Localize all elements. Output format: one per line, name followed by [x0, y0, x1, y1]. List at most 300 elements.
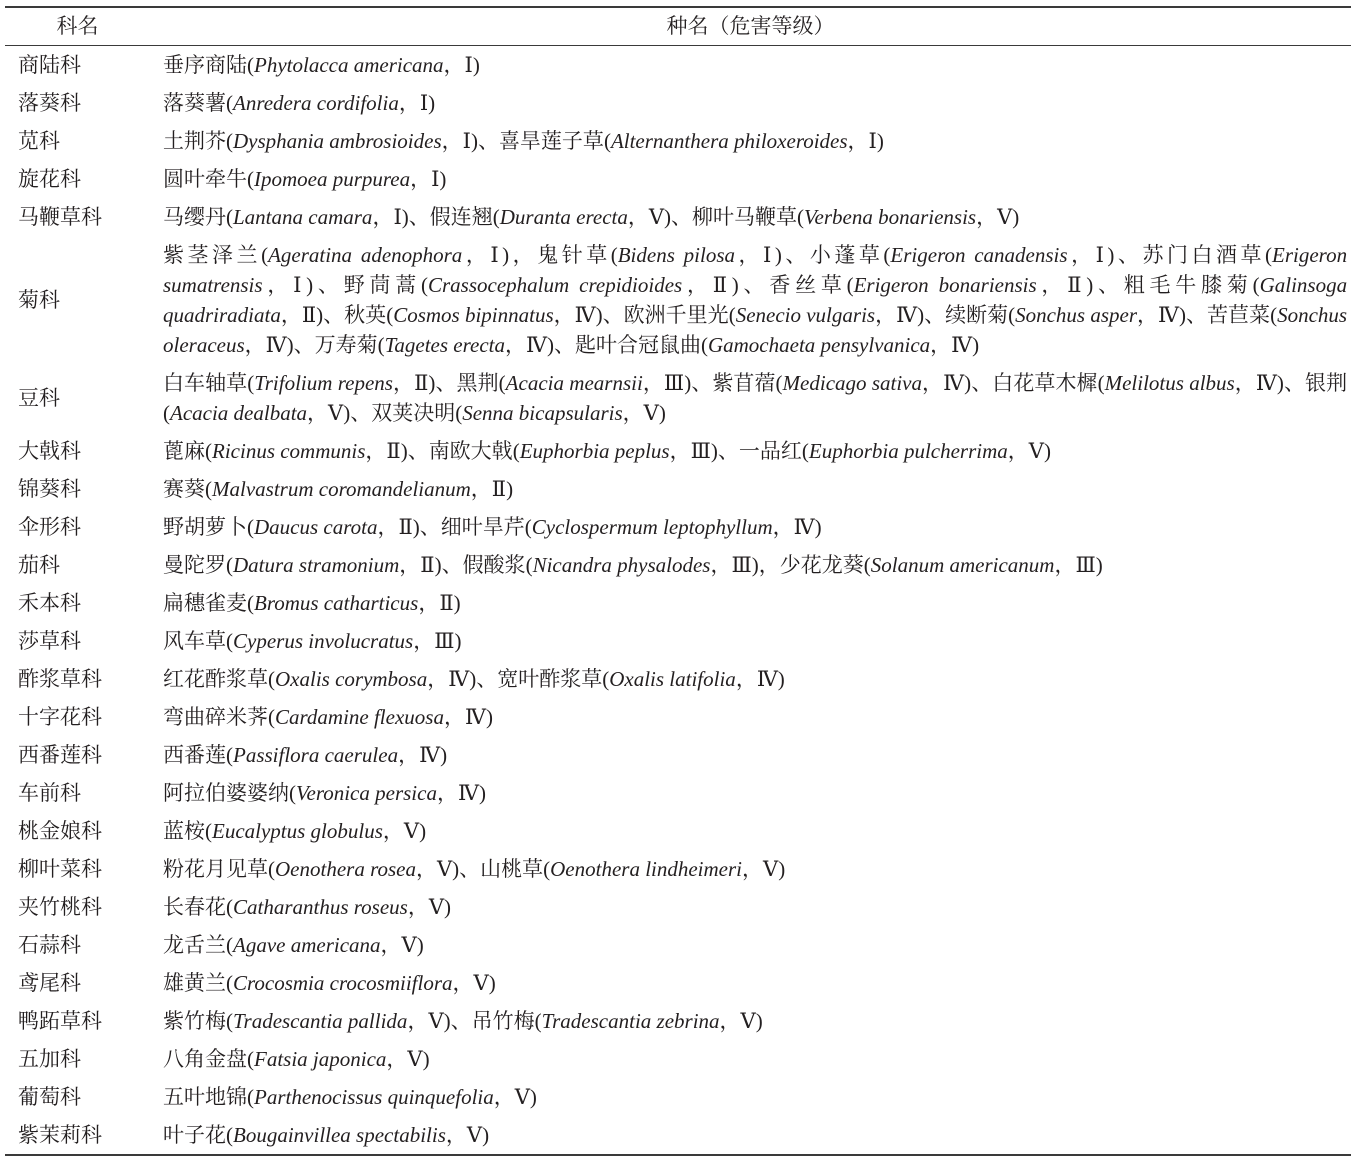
hazard-level: Ⅱ: [420, 553, 435, 577]
level-comma: ，: [262, 273, 294, 297]
common-name: 苦苣菜: [1207, 303, 1271, 327]
paren-close: ): [306, 273, 314, 297]
common-name: 少花龙葵: [779, 553, 864, 577]
level-comma: ，: [307, 401, 329, 425]
common-name: 叶子花: [163, 1123, 226, 1147]
species-cell: [150, 202, 1351, 232]
common-name: 西番莲: [163, 743, 226, 767]
latin-name: Senna bicapsularis: [462, 401, 623, 425]
hazard-level: Ⅳ: [793, 515, 815, 539]
family-cell: [5, 368, 150, 428]
family-cell: [5, 930, 150, 960]
table-row: [5, 964, 1351, 1002]
paren-close: ): [422, 1047, 430, 1071]
latin-name: Oenothera lindheimeri: [550, 857, 743, 881]
level-comma: ，: [445, 1123, 467, 1147]
common-name: 弯曲碎米荠: [163, 705, 268, 729]
hazard-level: Ⅱ: [414, 371, 429, 395]
latin-name: Crassocephalum crepidioides: [427, 273, 683, 297]
header-species: 种名（危害等级）: [666, 14, 835, 38]
common-name: 细叶旱芹: [440, 515, 525, 539]
level-comma: ，: [735, 667, 757, 691]
species-cell: [150, 164, 1351, 194]
common-name: 匙叶合冠鼠曲: [574, 333, 701, 357]
family-name: 石蒜科: [18, 933, 81, 957]
hazard-level: Ⅴ: [473, 971, 489, 995]
paren-close: ): [1086, 273, 1094, 297]
species-entry: [537, 243, 782, 267]
species-entry: [371, 401, 666, 425]
hazard-level: Ⅴ: [403, 819, 420, 843]
species-separator: ，: [758, 553, 780, 577]
paren-open: (: [1270, 303, 1278, 327]
hazard-level: Ⅳ: [1255, 371, 1277, 395]
latin-name: Cosmos bipinnatus: [393, 303, 554, 327]
table-row: [5, 46, 1351, 84]
species-entry: [163, 1009, 451, 1033]
paren-open: (: [420, 273, 428, 297]
common-name: 黑荆: [456, 371, 499, 395]
latin-name: Passiflora caerulea: [233, 743, 399, 767]
paren-close: ): [506, 477, 514, 501]
paren-close: ): [502, 243, 510, 267]
level-comma: ，: [1007, 439, 1029, 463]
paren-close: ): [343, 401, 351, 425]
species-entry: [463, 553, 759, 577]
family-name: 商陆科: [18, 53, 81, 77]
level-comma: ，: [735, 243, 764, 267]
species-entry: [430, 205, 671, 229]
table-row: [5, 926, 1351, 964]
paren-close: ): [1043, 439, 1051, 463]
table-row: [5, 84, 1351, 122]
common-name: 曼陀罗: [163, 553, 226, 577]
latin-name: Euphorbia pulcherrima: [808, 439, 1008, 463]
species-cell: [150, 1006, 1351, 1036]
common-name: 柳叶马鞭草: [692, 205, 798, 229]
paren-open: (: [268, 705, 275, 729]
paren-close: ): [286, 333, 294, 357]
paren-open: (: [247, 591, 254, 615]
table-row: [5, 508, 1351, 546]
species-separator: 、: [476, 667, 498, 691]
latin-name: Cyperus involucratus: [233, 629, 414, 653]
latin-name: Sonchus oleraceus: [163, 303, 1348, 357]
level-comma: ，: [462, 243, 491, 267]
latin-name: Dysphania ambrosioides: [233, 129, 442, 153]
hazard-level: Ⅳ: [525, 333, 547, 357]
family-name: 十字花科: [18, 705, 102, 729]
paren-open: (: [386, 303, 394, 327]
paren-open: (: [1252, 273, 1260, 297]
paren-open: (: [498, 371, 506, 395]
paren-open: (: [610, 243, 618, 267]
table-row: [5, 364, 1351, 432]
species-separator: 、: [350, 401, 372, 425]
species-entry: [163, 667, 476, 691]
species-entry: [480, 857, 785, 881]
family-name: 苋科: [18, 129, 60, 153]
family-name: 伞形科: [18, 515, 81, 539]
level-comma: ，: [280, 303, 302, 327]
level-comma: ，: [441, 129, 463, 153]
paren-close: ): [482, 1123, 490, 1147]
paren-close: ): [472, 53, 480, 77]
species-cell: [150, 702, 1351, 732]
paren-open: (: [775, 371, 783, 395]
paren-open: (: [602, 667, 610, 691]
table-body: [5, 46, 1351, 1154]
paren-open: (: [797, 205, 805, 229]
species-separator: 、: [602, 303, 624, 327]
paren-close: ): [401, 205, 409, 229]
paren-open: (: [226, 629, 233, 653]
latin-name: Parthenocissus quinquefolia: [254, 1085, 494, 1109]
table-row: [5, 850, 1351, 888]
latin-name: Duranta erecta: [499, 205, 628, 229]
hazard-level: Ⅱ: [491, 477, 507, 501]
paren-open: (: [1265, 243, 1273, 267]
paren-open: (: [801, 439, 809, 463]
paren-close: ): [751, 553, 759, 577]
table-row: [5, 812, 1351, 850]
latin-name: Bidens pilosa: [617, 243, 735, 267]
level-comma: ，: [669, 439, 691, 463]
paren-open: (: [226, 91, 233, 115]
paren-close: ): [917, 303, 925, 327]
paren-open: (: [205, 477, 212, 501]
paren-open: (: [543, 857, 551, 881]
level-comma: ，: [930, 333, 952, 357]
common-name: 紫苜蓿: [712, 371, 776, 395]
species-entry: [163, 1047, 430, 1071]
latin-name: Tagetes erecta: [384, 333, 505, 357]
paren-open: (: [247, 53, 254, 77]
paren-close: ): [964, 371, 972, 395]
hazard-level: Ⅱ: [1067, 273, 1087, 297]
common-name: 欧洲千里光: [623, 303, 729, 327]
paren-close: ): [416, 933, 424, 957]
level-comma: ，: [847, 129, 869, 153]
paren-close: ): [731, 273, 739, 297]
paren-close: ): [1107, 243, 1115, 267]
latin-name: Gamochaeta pensylvanica: [707, 333, 931, 357]
common-name: 小蓬草: [809, 243, 884, 267]
family-name: 夹竹桃科: [18, 895, 102, 919]
species-entry: [945, 303, 1186, 327]
latin-name: Verbena bonariensis: [804, 205, 977, 229]
species-separator: 、: [419, 515, 441, 539]
species-cell: [150, 1120, 1351, 1150]
species-separator: 、: [323, 303, 345, 327]
latin-name: Melilotus albus: [1104, 371, 1235, 395]
latin-name: Euphorbia peplus: [519, 439, 670, 463]
hazard-level: Ⅴ: [466, 1123, 483, 1147]
table-row: [5, 584, 1351, 622]
common-name: 白车轴草: [163, 371, 248, 395]
species-entry: [712, 371, 971, 395]
species-cell: [150, 512, 1351, 542]
species-cell: [150, 88, 1351, 118]
family-cell: [5, 816, 150, 846]
paren-open: (: [603, 129, 611, 153]
family-cell: [5, 436, 150, 466]
paren-open: (: [226, 553, 233, 577]
common-name: 赛葵: [163, 477, 205, 501]
family-cell: [5, 164, 150, 194]
latin-name: Trifolium repens: [254, 371, 393, 395]
paren-close: ): [434, 553, 442, 577]
paren-close: ): [443, 1009, 451, 1033]
species-cell: [150, 740, 1351, 770]
level-comma: ，: [244, 333, 266, 357]
paren-open: (: [524, 515, 532, 539]
paren-open: (: [377, 333, 385, 357]
hazard-level: Ⅳ: [265, 333, 287, 357]
family-cell: [5, 1082, 150, 1112]
level-comma: ，: [682, 273, 713, 297]
species-entry: [441, 515, 822, 539]
family-name: 紫茉莉科: [18, 1123, 102, 1147]
species-cell: [150, 892, 1351, 922]
level-comma: ，: [452, 971, 474, 995]
common-name: 鬼针草: [537, 243, 611, 267]
common-name: 野茼蒿: [343, 273, 421, 297]
paren-open: (: [247, 1047, 254, 1071]
level-comma: ，: [1067, 243, 1096, 267]
species-entry: [163, 895, 451, 919]
family-name: 柳叶菜科: [18, 857, 102, 881]
common-name: 假连翘: [429, 205, 493, 229]
common-name: 八角金盘: [163, 1047, 247, 1071]
latin-name: Tradescantia zebrina: [541, 1009, 720, 1033]
species-separator: 、: [971, 371, 993, 395]
common-name: 五叶地锦: [163, 1085, 247, 1109]
common-name: 宽叶酢浆草: [497, 667, 603, 691]
species-entry: [163, 1123, 489, 1147]
family-name: 鸭跖草科: [18, 1009, 102, 1033]
latin-name: Crocosmia crocosmiiflora: [233, 971, 453, 995]
species-separator: 、: [717, 439, 739, 463]
table-row: [5, 198, 1351, 236]
level-comma: ，: [427, 667, 449, 691]
paren-close: ): [814, 515, 822, 539]
hazard-level: Ⅰ: [393, 205, 402, 229]
family-name: 大戟科: [18, 439, 81, 463]
paren-open: (: [247, 1085, 254, 1109]
level-comma: ，: [504, 333, 526, 357]
common-name: 紫竹梅: [163, 1009, 226, 1033]
species-entry: [429, 439, 718, 463]
level-comma: ，: [1137, 303, 1159, 327]
level-comma: ，: [710, 553, 732, 577]
common-name: 吊竹梅: [471, 1009, 535, 1033]
latin-name: Alternanthera philoxeroides: [610, 129, 848, 153]
species-separator: 、: [313, 273, 344, 297]
paren-close: ): [419, 819, 427, 843]
paren-open: (: [226, 1009, 233, 1033]
level-comma: ，: [382, 819, 404, 843]
paren-close: ): [774, 243, 782, 267]
species-entry: [575, 333, 979, 357]
species-separator: 、: [1093, 273, 1124, 297]
hazard-level: Ⅰ: [763, 243, 775, 267]
family-name: 锦葵科: [18, 477, 81, 501]
paren-open: (: [226, 895, 233, 919]
table-row: [5, 888, 1351, 926]
family-cell: [5, 892, 150, 922]
paren-close: ): [684, 371, 692, 395]
species-separator: 、: [1186, 303, 1208, 327]
species-separator: 、: [435, 371, 457, 395]
species-cell: [150, 968, 1351, 998]
species-entry: [163, 553, 442, 577]
level-comma: ，: [627, 205, 649, 229]
family-name: 莎草科: [18, 629, 81, 653]
species-cell: [150, 240, 1351, 360]
family-cell: [5, 1006, 150, 1036]
species-entry: [344, 303, 602, 327]
hazard-level: Ⅲ: [434, 629, 455, 653]
table-row: [5, 160, 1351, 198]
paren-close: ): [546, 333, 554, 357]
common-name: 垂序商陆: [163, 53, 247, 77]
paren-open: (: [205, 439, 212, 463]
species-entry: [692, 205, 1019, 229]
species-entry: [163, 591, 461, 615]
common-name: 白花草木樨: [992, 371, 1098, 395]
paren-open: (: [492, 205, 500, 229]
family-cell: [5, 126, 150, 156]
species-entry: [163, 167, 446, 191]
paren-close: ): [710, 439, 718, 463]
paren-open: (: [247, 515, 254, 539]
level-comma: ，: [719, 1009, 741, 1033]
paren-close: ): [428, 91, 436, 115]
hazard-level: Ⅳ: [943, 371, 965, 395]
family-name: 葡萄科: [18, 1085, 81, 1109]
latin-name: Sonchus asper: [1015, 303, 1138, 327]
paren-close: ): [778, 857, 786, 881]
species-entry: [624, 303, 924, 327]
species-entry: [769, 273, 1093, 297]
level-comma: ，: [875, 303, 897, 327]
hazard-level: Ⅳ: [951, 333, 973, 357]
latin-name: Lantana camara: [233, 205, 373, 229]
table-row: [5, 736, 1351, 774]
hazard-level: Ⅰ: [293, 273, 307, 297]
species-cell: [150, 1044, 1351, 1074]
latin-name: Erigeron canadensis: [890, 243, 1068, 267]
hazard-level: Ⅴ: [328, 401, 344, 425]
family-name: 马鞭草科: [18, 205, 102, 229]
common-name: 南欧大戟: [428, 439, 513, 463]
species-entry: [497, 667, 785, 691]
family-name: 酢浆草科: [18, 667, 102, 691]
hazard-level: Ⅳ: [457, 781, 479, 805]
hazard-level: Ⅰ: [419, 91, 429, 115]
family-cell: [5, 626, 150, 656]
paren-close: ): [440, 743, 448, 767]
family-name: 茄科: [18, 553, 60, 577]
species-separator: 、: [781, 243, 810, 267]
common-name: 粉花月见草: [163, 857, 268, 881]
hazard-level: Ⅲ: [663, 371, 685, 395]
family-name: 禾本科: [18, 591, 81, 615]
common-name: 落葵薯: [163, 91, 226, 115]
species-separator: 、: [459, 857, 481, 881]
latin-name: Erigeron bonariensis: [853, 273, 1037, 297]
latin-name: Datura stramonium: [233, 553, 400, 577]
family-cell: [5, 202, 150, 232]
paren-open: (: [247, 167, 254, 191]
level-comma: ，: [392, 371, 415, 395]
level-comma: ，: [1234, 371, 1256, 395]
hazard-level: Ⅱ: [386, 439, 401, 463]
common-name: 喜旱莲子草: [498, 129, 604, 153]
paren-close: ): [400, 439, 408, 463]
paren-close: ): [777, 667, 785, 691]
table-row: [5, 470, 1351, 508]
hazard-level: Ⅳ: [574, 303, 596, 327]
species-entry: [163, 371, 435, 395]
paren-open: (: [226, 129, 233, 153]
common-name: 粗毛牛膝菊: [1123, 273, 1253, 297]
hazard-level: Ⅱ: [439, 591, 454, 615]
latin-name: Oxalis latifolia: [609, 667, 736, 691]
level-comma: ，: [365, 439, 387, 463]
species-separator: 、: [671, 205, 693, 229]
level-comma: ，: [742, 857, 764, 881]
paren-close: ): [469, 667, 477, 691]
common-name: 土荆芥: [163, 129, 226, 153]
paren-open: (: [289, 781, 296, 805]
common-name: 长春花: [163, 895, 226, 919]
species-cell: [150, 930, 1351, 960]
species-cell: [150, 126, 1351, 156]
latin-name: Oenothera rosea: [275, 857, 416, 881]
level-comma: ，: [553, 303, 575, 327]
paren-open: (: [1008, 303, 1016, 327]
paren-close: ): [470, 129, 478, 153]
common-name: 秋英: [344, 303, 387, 327]
family-cell: [5, 588, 150, 618]
latin-name: Eucalyptus globulus: [212, 819, 383, 843]
hazard-level: Ⅴ: [740, 1009, 756, 1033]
paren-close: ): [488, 971, 496, 995]
latin-name: Fatsia japonica: [254, 1047, 387, 1071]
paren-open: (: [226, 743, 233, 767]
family-name: 鸢尾科: [18, 971, 81, 995]
species-separator: 、: [1114, 243, 1143, 267]
species-entry: [163, 971, 496, 995]
species-cell: [150, 1082, 1351, 1112]
species-separator: 、: [441, 553, 463, 577]
species-entry: [780, 553, 1103, 577]
species-entry: [163, 781, 486, 805]
paren-close: ): [454, 629, 462, 653]
paren-close: ): [444, 895, 452, 919]
species-separator: 、: [1283, 371, 1306, 395]
hazard-level: Ⅳ: [1158, 303, 1180, 327]
level-comma: ，: [470, 477, 492, 501]
species-entry: [499, 129, 884, 153]
latin-name: Solanum americanum: [870, 553, 1055, 577]
hazard-level: Ⅳ: [756, 667, 778, 691]
common-name: 香丝草: [769, 273, 847, 297]
species-separator: ，: [509, 243, 538, 267]
hazard-level: Ⅴ: [428, 1009, 444, 1033]
